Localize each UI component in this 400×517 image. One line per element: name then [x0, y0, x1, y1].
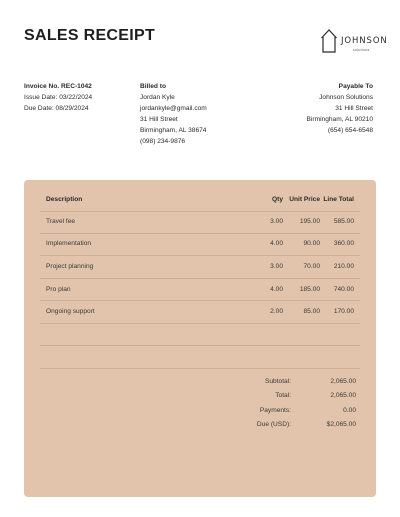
- total-value: 2,065.00: [330, 392, 356, 400]
- row-line-total: 740.00: [333, 286, 354, 293]
- row-line-total: 360.00: [333, 240, 354, 247]
- row-description: Travel fee: [46, 218, 76, 225]
- row-unit-price: 85.00: [303, 308, 320, 315]
- due-date: [24, 103, 134, 114]
- row-line-total: 585.00: [333, 218, 354, 225]
- invoice-number-value: REC-1042: [61, 83, 92, 90]
- total-label: Total:: [275, 392, 291, 400]
- amount-due-row: [196, 421, 356, 435]
- header-line-total: Line Total: [323, 196, 354, 203]
- divider: [40, 368, 360, 369]
- billed-to-phone: (098) 234-9876: [140, 138, 186, 146]
- payable-to-heading: Payable To: [338, 83, 373, 90]
- row-qty: 4.00: [270, 286, 283, 293]
- totals-block: [196, 378, 356, 435]
- house-icon: [320, 27, 342, 53]
- payable-to-street: 31 Hill Street: [335, 105, 373, 113]
- subtotal-label: Subtotal:: [264, 378, 291, 385]
- due-date-value: 08/29/2024: [55, 105, 89, 113]
- row-unit-price: 70.00: [303, 263, 320, 270]
- payable-to-phone: (654) 654-6548: [327, 127, 373, 135]
- payable-to-name: Johnson Solutions: [319, 94, 373, 102]
- logo-name: JOHNSON: [341, 36, 388, 46]
- row-description: Implementation: [46, 240, 92, 247]
- row-qty: 3.00: [270, 263, 283, 270]
- issue-date-value: 03/22/2024: [59, 94, 93, 102]
- page-title: SALES RECEIPT: [24, 27, 156, 44]
- amount-due-label: Due (USD):: [256, 420, 291, 428]
- subtotal-row: [196, 378, 356, 392]
- row-unit-price: 90.00: [303, 240, 320, 247]
- divider: [40, 323, 360, 324]
- table-row: [40, 279, 360, 301]
- billed-to-street: 31 Hill Street: [140, 116, 178, 124]
- logo-sub: solutions: [353, 48, 370, 52]
- billed-to-heading: Billed to: [140, 83, 167, 90]
- total-row: [196, 392, 356, 406]
- items-panel: [24, 180, 376, 497]
- invoice-number-label: Invoice No.: [24, 83, 60, 90]
- row-line-total: 210.00: [333, 263, 354, 270]
- row-unit-price: 195.00: [299, 218, 320, 225]
- table-row: [40, 301, 360, 323]
- payments-value: 0.00: [343, 406, 356, 414]
- divider: [40, 345, 360, 346]
- row-line-total: 170.00: [333, 308, 354, 315]
- row-qty: 3.00: [270, 218, 283, 225]
- payable-to: [250, 81, 373, 136]
- table-row: [40, 233, 360, 255]
- billed-to-email: jordankyle@gmail.com: [140, 105, 207, 113]
- row-description: Project planning: [46, 263, 94, 270]
- header-qty: Qty: [272, 196, 283, 203]
- payable-to-city: Birmingham, AL 90210: [306, 116, 373, 124]
- table-header: [40, 189, 360, 211]
- table-row: [40, 211, 360, 233]
- header-description: Description: [46, 196, 83, 203]
- company-logo: [320, 27, 388, 53]
- invoice-info: [24, 81, 134, 114]
- header-unit-price: Unit Price: [289, 196, 320, 203]
- billed-to-name: Jordan Kyle: [140, 94, 175, 102]
- table-row: [40, 256, 360, 278]
- row-qty: 2.00: [270, 308, 283, 315]
- issue-date: [24, 92, 134, 103]
- billed-to-city: Birmingham, AL 38674: [140, 127, 207, 135]
- subtotal-value: 2,065.00: [330, 378, 356, 385]
- issue-date-label: Issue Date:: [24, 94, 58, 102]
- invoice-number: [24, 81, 134, 92]
- row-description: Pro plan: [46, 286, 71, 293]
- amount-due-value: $2,065.00: [326, 420, 356, 428]
- row-qty: 4.00: [270, 240, 283, 247]
- payments-label: Payments:: [259, 406, 291, 414]
- payments-row: [196, 407, 356, 421]
- row-description: Ongoing support: [46, 308, 95, 315]
- due-date-label: Due Date:: [24, 105, 54, 113]
- row-unit-price: 185.00: [299, 286, 320, 293]
